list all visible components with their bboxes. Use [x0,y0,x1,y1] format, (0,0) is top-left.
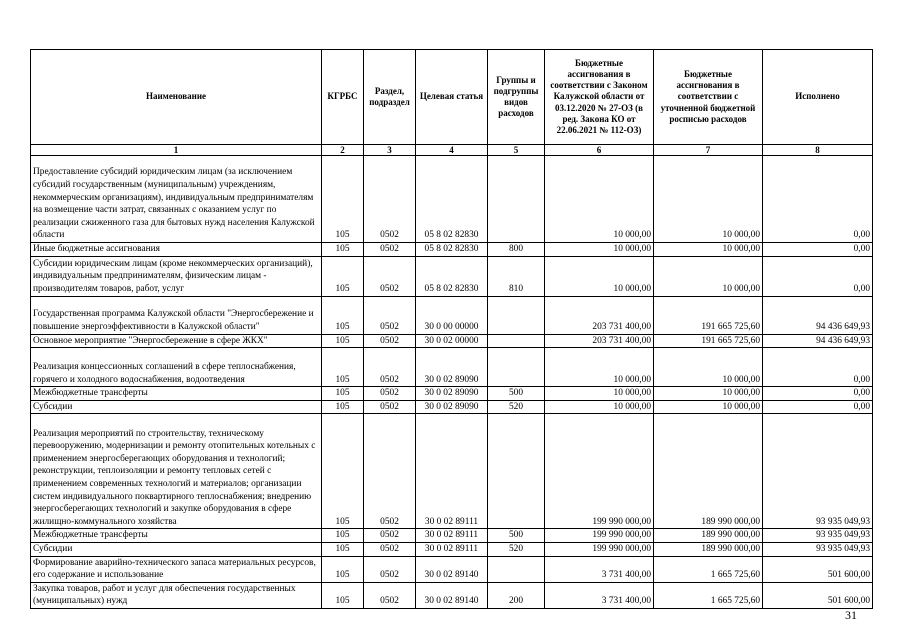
column-number: 5 [488,145,545,156]
row-name: Формирование аварийно-технического запаса материальных ресурсов, его содержание и использование [31,556,322,582]
row-refined: 189 990 000,00 [654,414,763,529]
row-law: 199 990 000,00 [545,414,654,529]
row-group: 810 [488,256,545,296]
row-name: Реализация концессионных соглашений в сфере теплоснабжения, горячего и холодного водоснабжения, водоотведения [31,348,322,387]
budget-table [30,49,873,609]
row-refined: 10 000,00 [654,387,763,401]
row-section: 0502 [364,243,416,257]
row-group [488,156,545,243]
column-number: 1 [31,145,322,156]
table-row [31,529,873,543]
column-number: 4 [416,145,488,156]
table-row [31,582,873,608]
row-law: 10 000,00 [545,256,654,296]
column-number: 2 [322,145,364,156]
row-section: 0502 [364,529,416,543]
row-target: 30 0 02 89090 [416,400,488,414]
row-group [488,334,545,348]
column-number: 3 [364,145,416,156]
row-group: 800 [488,243,545,257]
row-name: Субсидии юридическим лицам (кроме некоммерческих организаций), индивидуальным предпринимателям, физическим лицам - производителям товаров, работ, услуг [31,256,322,296]
row-target: 05 8 02 82830 [416,243,488,257]
row-kgrbs: 105 [322,348,364,387]
row-executed: 501 600,00 [763,556,873,582]
row-kgrbs: 105 [322,334,364,348]
row-section: 0502 [364,348,416,387]
row-kgrbs: 105 [322,556,364,582]
row-section: 0502 [364,556,416,582]
row-section: 0502 [364,414,416,529]
row-executed: 0,00 [763,348,873,387]
row-group [488,296,545,334]
row-name: Закупка товаров, работ и услуг для обеспечения государственных (муниципальных) нужд [31,582,322,608]
row-refined: 10 000,00 [654,156,763,243]
table-row [31,556,873,582]
table-row [31,334,873,348]
row-refined: 10 000,00 [654,256,763,296]
row-kgrbs: 105 [322,529,364,543]
row-refined: 191 665 725,60 [654,296,763,334]
row-kgrbs: 105 [322,582,364,608]
row-name: Субсидии [31,542,322,556]
row-section: 0502 [364,400,416,414]
row-target: 30 0 02 89111 [416,529,488,543]
header-section: Раздел, подраздел [364,50,416,145]
row-target: 05 8 02 82830 [416,256,488,296]
row-section: 0502 [364,582,416,608]
header-row [31,50,873,145]
row-law: 3 731 400,00 [545,582,654,608]
row-target: 30 0 02 89140 [416,582,488,608]
row-section: 0502 [364,542,416,556]
row-executed: 0,00 [763,387,873,401]
column-number: 7 [654,145,763,156]
row-refined: 10 000,00 [654,243,763,257]
row-kgrbs: 105 [322,243,364,257]
row-executed: 94 436 649,93 [763,296,873,334]
column-number: 8 [763,145,873,156]
row-executed: 0,00 [763,156,873,243]
table-row [31,296,873,334]
row-group [488,414,545,529]
row-group: 200 [488,582,545,608]
row-executed: 93 935 049,93 [763,529,873,543]
row-executed: 0,00 [763,256,873,296]
row-executed: 93 935 049,93 [763,542,873,556]
row-law: 10 000,00 [545,400,654,414]
table-row [31,542,873,556]
row-refined: 189 990 000,00 [654,529,763,543]
header-executed: Исполнено [763,50,873,145]
row-law: 199 990 000,00 [545,529,654,543]
row-group: 520 [488,400,545,414]
row-name: Предоставление субсидий юридическим лицам (за исключением субсидий государственным (муниципальным) учреждениям, некоммерческим организациям), индивидуальным предпринимателям на возмещение части затрат, связанных с оказанием услуг по реализации сжиженного газа для бытовых нужд населения Калужской области [31,156,322,243]
header-kgrbs: КГРБС [322,50,364,145]
row-group: 500 [488,387,545,401]
row-name: Иные бюджетные ассигнования [31,243,322,257]
table-row [31,243,873,257]
row-executed: 501 600,00 [763,582,873,608]
row-refined: 10 000,00 [654,400,763,414]
row-group: 500 [488,529,545,543]
table-row [31,348,873,387]
header-groups: Группы и подгруппы видов расходов [488,50,545,145]
row-section: 0502 [364,334,416,348]
header-target: Целевая статья [416,50,488,145]
column-number: 6 [545,145,654,156]
row-name: Межбюджетные трансферты [31,387,322,401]
table-row [31,156,873,243]
row-law: 203 731 400,00 [545,296,654,334]
row-target: 30 0 02 89140 [416,556,488,582]
row-name: Государственная программа Калужской области "Энергосбережение и повышение энергоэффективности в Калужской области" [31,296,322,334]
row-target: 30 0 02 00000 [416,334,488,348]
row-law: 203 731 400,00 [545,334,654,348]
row-target: 30 0 02 89090 [416,387,488,401]
column-number-row [31,145,873,156]
row-law: 199 990 000,00 [545,542,654,556]
row-group [488,556,545,582]
row-kgrbs: 105 [322,414,364,529]
row-kgrbs: 105 [322,156,364,243]
row-group: 520 [488,542,545,556]
table-row [31,400,873,414]
row-executed: 93 935 049,93 [763,414,873,529]
row-name: Основное мероприятие "Энергосбережение в сфере ЖКХ" [31,334,322,348]
row-kgrbs: 105 [322,387,364,401]
page-number: 31 [845,608,857,622]
row-refined: 191 665 725,60 [654,334,763,348]
row-law: 10 000,00 [545,387,654,401]
row-target: 30 0 02 89111 [416,414,488,529]
table-row [31,256,873,296]
row-refined: 1 665 725,60 [654,582,763,608]
row-refined: 189 990 000,00 [654,542,763,556]
row-law: 10 000,00 [545,243,654,257]
row-name: Субсидии [31,400,322,414]
row-kgrbs: 105 [322,296,364,334]
row-section: 0502 [364,387,416,401]
row-law: 10 000,00 [545,156,654,243]
row-name: Межбюджетные трансферты [31,529,322,543]
row-executed: 0,00 [763,243,873,257]
table-row [31,414,873,529]
header-law: Бюджетные ассигнования в соответствии с Законом Калужской области от 03.12.2020 № 27-ОЗ (в ред. Закона КО от 22.06.2021 № 112-ОЗ) [545,50,654,145]
row-law: 10 000,00 [545,348,654,387]
header-name: Наименование [31,50,322,145]
row-target: 30 0 00 00000 [416,296,488,334]
row-law: 3 731 400,00 [545,556,654,582]
row-target: 30 0 02 89111 [416,542,488,556]
row-target: 05 8 02 82830 [416,156,488,243]
row-name: Реализация мероприятий по строительству, техническому перевооружению, модернизации и ремонту отопительных котельных с применением энергосберегающих оборудования и технологий; реконструкции, теплоизоляции и ремонту тепловых сетей с применением современных технологий и материалов; организации систем индивидуального поквартирного теплоснабжения; внедрению энергосберегающих технологий и закупке оборудования в сфере жилищно-коммунального хозяйства [31,414,322,529]
row-target: 30 0 02 89090 [416,348,488,387]
row-refined: 1 665 725,60 [654,556,763,582]
row-kgrbs: 105 [322,256,364,296]
header-refined: Бюджетные ассигнования в соответствии с уточненной бюджетной росписью расходов [654,50,763,145]
row-section: 0502 [364,256,416,296]
row-executed: 94 436 649,93 [763,334,873,348]
row-kgrbs: 105 [322,542,364,556]
row-group [488,348,545,387]
row-executed: 0,00 [763,400,873,414]
table-row [31,387,873,401]
row-kgrbs: 105 [322,400,364,414]
row-section: 0502 [364,296,416,334]
row-refined: 10 000,00 [654,348,763,387]
row-section: 0502 [364,156,416,243]
